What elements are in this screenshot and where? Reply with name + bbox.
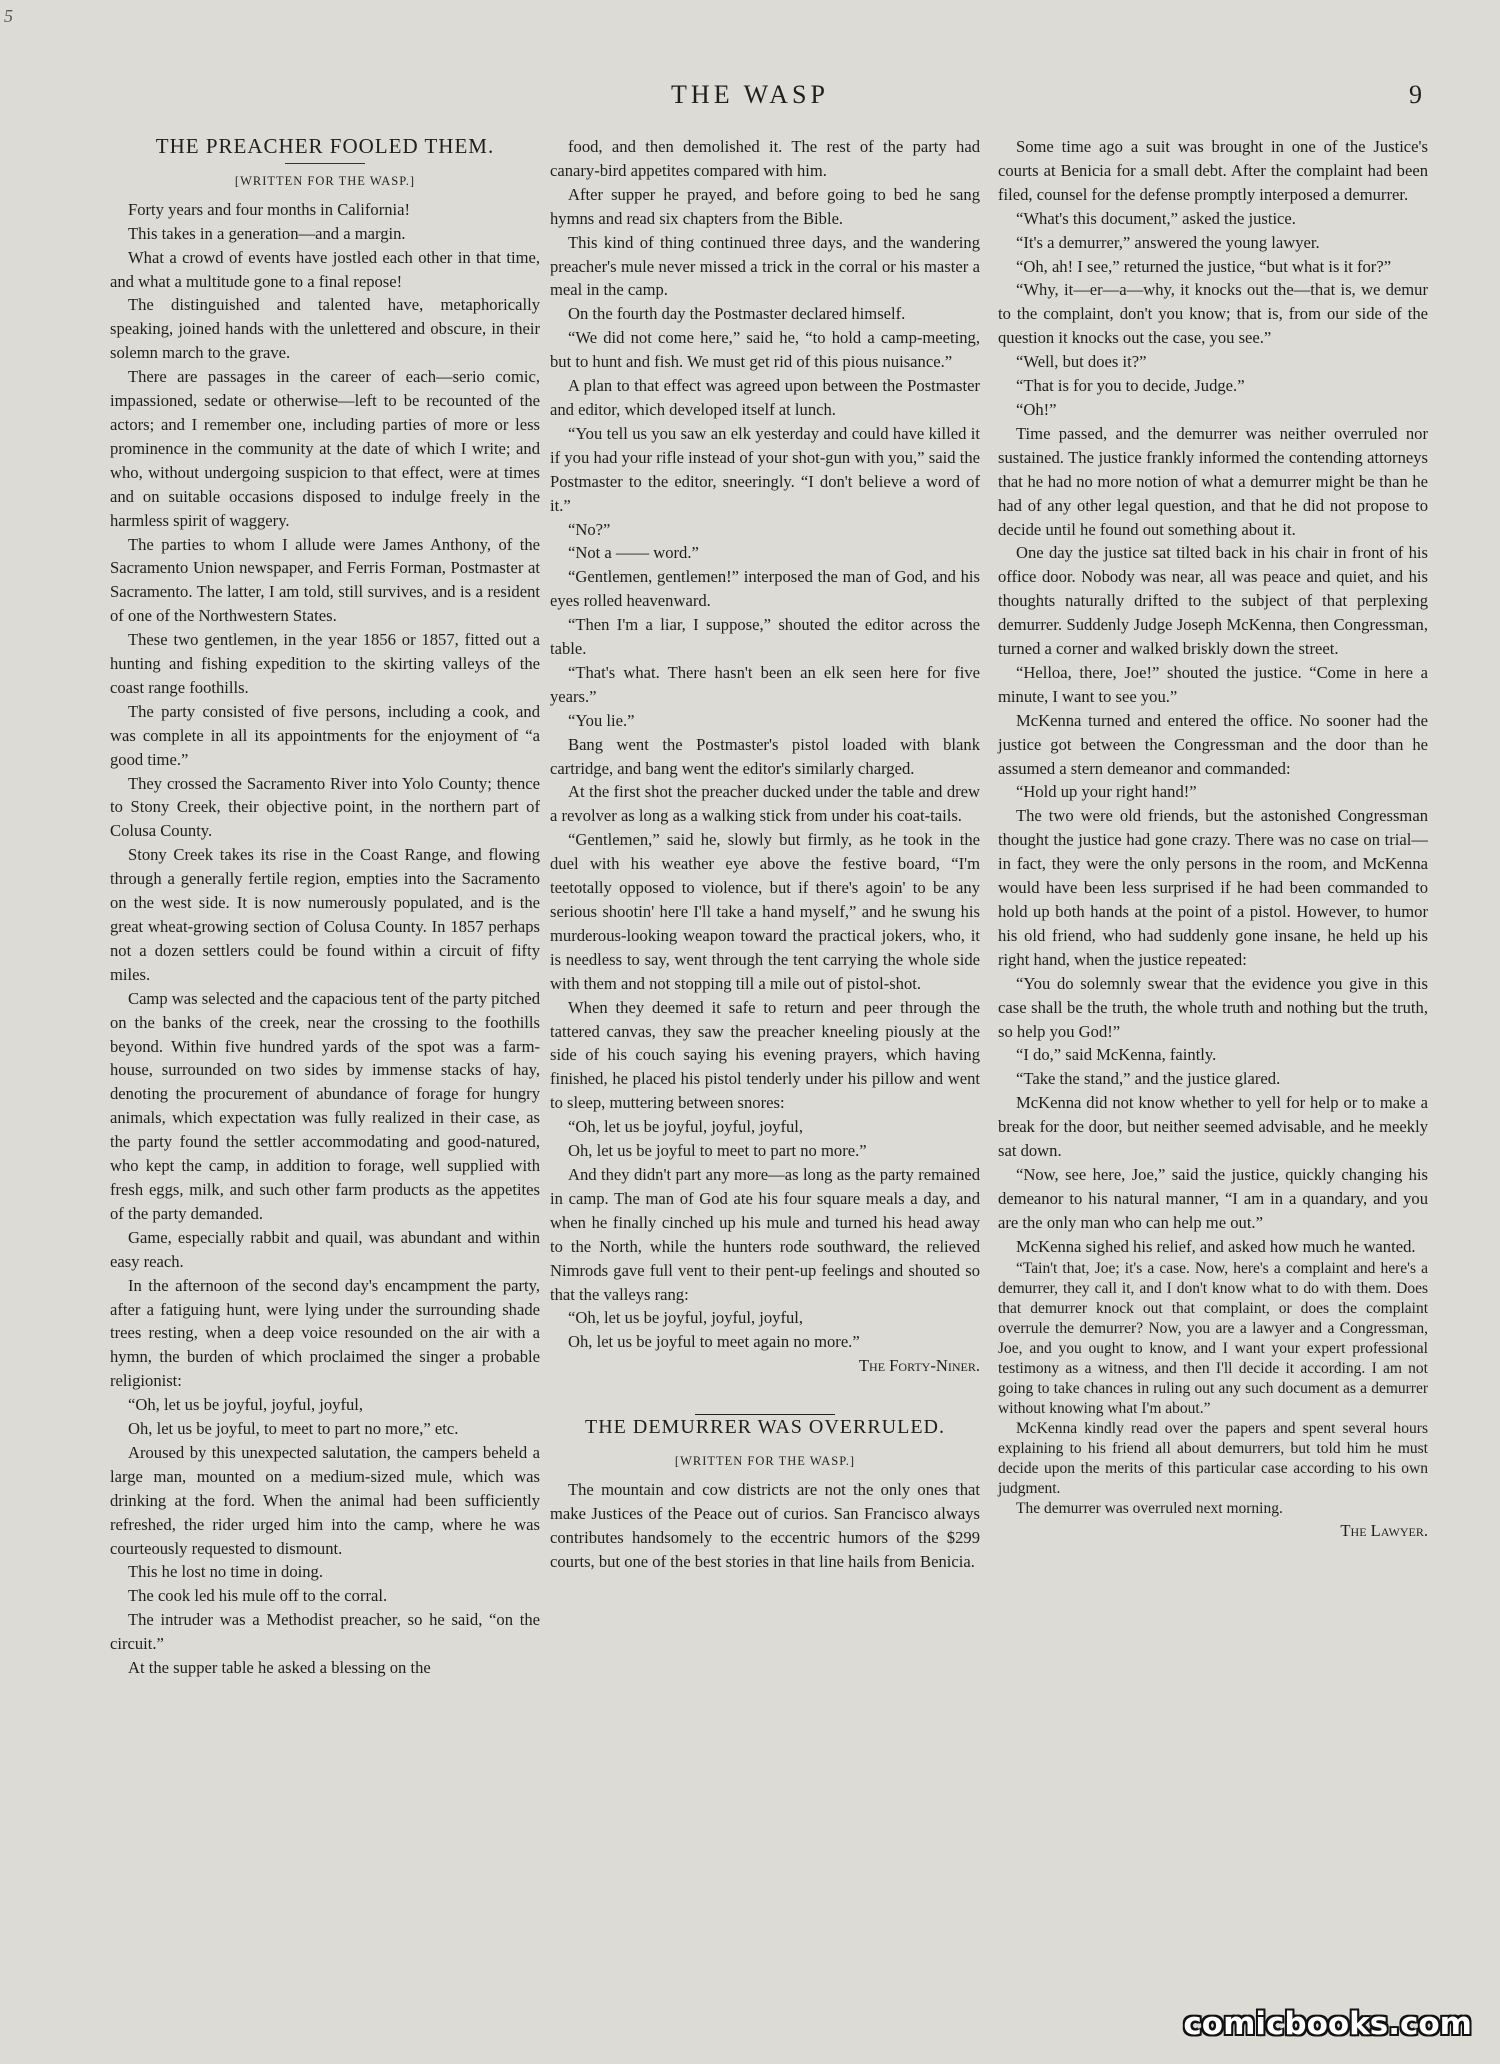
- paragraph: “Helloa, there, Joe!” shouted the justice. “Come in here a minute, I want to see you.”: [998, 662, 1428, 706]
- paragraph: “Take the stand,” and the justice glared.: [1016, 1069, 1281, 1089]
- paragraph: “What's this document,” asked the justice.: [1016, 208, 1296, 228]
- story1-body-continued: [550, 135, 980, 1354]
- headline-rule: [285, 163, 365, 164]
- paragraph: “Then I'm a liar, I suppose,” shouted the editor across the table.: [550, 615, 980, 659]
- paragraph: At the supper table he asked a blessing on the: [128, 1658, 431, 1678]
- paragraph: Forty years and four months in California!: [128, 199, 411, 219]
- column-3: [998, 135, 1428, 1543]
- paragraph: “Oh, let us be joyful, joyful, joyful,: [568, 1308, 804, 1328]
- paragraph: The mountain and cow districts are not the only ones that make Justices of the Peace out of curios. San Francisco always contributes handsomely to the eccentric humors of the $299 courts, but one of the best stories in that line hails from Benicia.: [550, 1479, 980, 1571]
- paragraph: “That is for you to decide, Judge.”: [1016, 376, 1245, 396]
- story1-headline: THE PREACHER FOOLED THEM.: [155, 134, 495, 158]
- paragraph: “That's what. There hasn't been an elk seen here for five years.”: [550, 662, 980, 706]
- story2-byline: [WRITTEN FOR THE WASP.]: [674, 1454, 856, 1469]
- paragraph: This he lost no time in doing.: [128, 1562, 323, 1582]
- paragraph: The party consisted of five persons, including a cook, and was complete in all its appointments for the enjoyment of “a good time.”: [110, 701, 540, 769]
- paragraph: Oh, let us be joyful to meet to part no more.”: [568, 1141, 867, 1161]
- paragraph: Some time ago a suit was brought in one of the Justice's courts at Benicia for a small debt. After the complaint had been filed, counsel for the defense promptly interposed a demurrer.: [998, 137, 1428, 204]
- paragraph: This kind of thing continued three days, and the wandering preacher's mule never missed a trick in the corral or his master a meal in the camp.: [550, 232, 980, 300]
- paragraph: And they didn't part any more—as long as the party remained in camp. The man of God ate his four square meals a day, and when he finally cinched up his mule and turned his head away to the North, while the hunters rode southward, the relieved Nimrods gave full vent to their pent-up feelings and shouted so that the valleys rang:: [550, 1164, 980, 1304]
- paragraph: “Gentlemen,” said he, slowly but firmly, as he took in the duel with his weather eye above the festive board, “I'm teetotally opposed to violence, but if there's agoin' to be any serious shootin' here I'll take a hand myself,” and he swung his murderous-looking weapon toward the practical jokers, who, it is needless to say, went through the tent carrying the whole side with them and not stopping till a mile out of pistol-shot.: [550, 830, 980, 993]
- paragraph: The distinguished and talented have, metaphorically speaking, joined hands with the unlettered and obscure, in their solemn march to the grave.: [110, 295, 540, 363]
- paragraph: “Well, but does it?”: [1016, 352, 1147, 372]
- paragraph: This takes in a generation—and a margin.: [128, 223, 406, 243]
- paragraph: “We did not come here,” said he, “to hold a camp-meeting, but to hunt and fish. We must get rid of this pious nuisance.”: [550, 328, 980, 372]
- story1-body: [110, 198, 540, 1680]
- paragraph: McKenna sighed his relief, and asked how much he wanted.: [1016, 1236, 1416, 1256]
- paragraph: “You do solemnly swear that the evidence you give in this case shall be the truth, the whole truth and nothing but the truth, so help you God!”: [998, 973, 1428, 1041]
- paragraph: They crossed the Sacramento River into Yolo County; thence to Stony Creek, their objective point, in the northern part of Colusa County.: [110, 773, 540, 841]
- paragraph: food, and then demolished it. The rest of the party had canary-bird appetites compared with him.: [550, 137, 980, 180]
- paragraph: At the first shot the preacher ducked under the table and drew a revolver as long as a walking stick from under his coat-tails.: [550, 782, 980, 826]
- story2-body-continued: [998, 135, 1428, 1519]
- story2-headline: THE DEMURRER WAS OVERRULED.: [585, 1416, 945, 1439]
- paragraph: “You lie.”: [568, 710, 635, 730]
- paragraph: The parties to whom I allude were James Anthony, of the Sacramento Union newspaper, and Ferris Forman, Postmaster at Sacramento. The latter, I am told, still survives, and is a resident of one of the Northwestern States.: [110, 534, 540, 626]
- paragraph: These two gentlemen, in the year 1856 or 1857, fitted out a hunting and fishing expedition to the skirting valleys of the coast range foothills.: [110, 630, 540, 697]
- paragraph: “Oh, let us be joyful, joyful, joyful,: [568, 1117, 804, 1137]
- paragraph: After supper he prayed, and before going to bed he sang hymns and read six chapters from the Bible.: [550, 184, 980, 228]
- paragraph: “Now, see here, Joe,” said the justice, quickly changing his demeanor to his natural manner, “I am in a quandary, and you are the only man who can help me out.”: [998, 1164, 1428, 1232]
- paragraph: The two were old friends, but the astonished Congressman thought the justice had gone crazy. There was no case on trial—in fact, they were the only persons in the room, and McKenna would have been less surprised if he had been commanded to hold up both hands at the point of a pistol. However, to humor his old friend, who had suddenly gone insane, he held up his right hand, when the justice repeated:: [998, 806, 1428, 969]
- paragraph: What a crowd of events have jostled each other in that time, and what a multitude gone to a final repose!: [110, 247, 540, 291]
- paragraph: Camp was selected and the capacious tent of the party pitched on the banks of the creek, near the crossing to the foothills beyond. Within five hundred yards of the spot was a farm-house, surrounded on two sides by immense stacks of hay, denoting the procurement of abundance of forage for hungry animals, which expectation was fully realized in their case, as the party found the settler accommodating and good-natured, who kept the camp, in addition to forage, well supplied with fresh eggs, milk, and such other farm products as the appetites of the party demanded.: [110, 988, 540, 1223]
- masthead: [0, 80, 1500, 120]
- paragraph: The demurrer was overruled next morning.: [1016, 1499, 1283, 1517]
- story2-signature: The Lawyer.: [1340, 1520, 1428, 1540]
- story1-byline: [WRITTEN FOR THE WASP.]: [234, 173, 416, 188]
- paragraph: “You tell us you saw an elk yesterday and could have killed it if you had your rifle instead of your shot-gun with you,” said the Postmaster to the editor, sneeringly. “I don't believe a word of it.”: [550, 423, 980, 515]
- paragraph: One day the justice sat tilted back in his chair in front of his office door. Nobody was near, all was peace and quiet, and his thoughts naturally drifted to the subject of that perplexing demurrer. Suddenly Judge Joseph McKenna, then Congressman, turned a corner and walked briskly down the street.: [998, 543, 1428, 659]
- paragraph: McKenna turned and entered the office. No sooner had the justice got between the Congressman and the door than he assumed a stern demeanor and commanded:: [998, 710, 1428, 778]
- paragraph: Time passed, and the demurrer was neither overruled nor sustained. The justice frankly informed the contending attorneys that he had no more notion of what a demurrer might be than he had of any other legal question, and that he did not propose to decide until he found out something about it.: [998, 423, 1428, 539]
- paragraph: “Why, it—er—a—why, it knocks out the—that is, we demur to the complaint, don't you know; that is, from our side of the question it knocks out the case, you see.”: [998, 280, 1428, 348]
- paragraph: Bang went the Postmaster's pistol loaded with blank cartridge, and bang went the editor's similarly charged.: [550, 734, 980, 778]
- paragraph: “I do,” said McKenna, faintly.: [1016, 1045, 1217, 1065]
- paragraph: “Hold up your right hand!”: [1016, 782, 1197, 802]
- paragraph: The cook led his mule off to the corral.: [128, 1586, 388, 1606]
- site-watermark: comicbooks.com: [1183, 2006, 1472, 2042]
- paragraph: On the fourth day the Postmaster declared himself.: [568, 304, 906, 324]
- corner-mark: 5: [4, 6, 13, 26]
- paragraph: “Tain't that, Joe; it's a case. Now, here's a complaint and here's a demurrer, they call it, and I don't know what to do with them. Does that demurrer knock out that complaint, or does the complaint overrule the demurrer? Now, you are a lawyer and a Congressman, Joe, and you ought to know, and I want your expert professional testimony as a witness, and then I'll decide it according. I am not going to take chances in ruling out any such document as a demurrer without knowing what I'm about.”: [998, 1259, 1428, 1417]
- story1-signature: The Forty-Niner.: [858, 1356, 980, 1376]
- paragraph: “It's a demurrer,” answered the young lawyer.: [1016, 232, 1320, 252]
- paragraph: “Gentlemen, gentlemen!” interposed the man of God, and his eyes rolled heavenward.: [550, 567, 980, 611]
- paragraph: “Not a —— word.”: [568, 543, 699, 563]
- paragraph: In the afternoon of the second day's encampment the party, after a fatiguing hunt, were lying under the surrounding shade trees resting, when a deep voice resounded on the air with a hymn, the burden of which proclaimed the singer a probable religionist:: [110, 1275, 540, 1391]
- column-2: [550, 135, 980, 1574]
- paragraph: McKenna did not know whether to yell for help or to make a break for the door, but neither seemed advisable, and he meekly sat down.: [998, 1093, 1428, 1161]
- paragraph: The intruder was a Methodist preacher, so he said, “on the circuit.”: [110, 1610, 540, 1654]
- paragraph: Aroused by this unexpected salutation, the campers beheld a large man, mounted on a medium-sized mule, which was drinking at the ford. When the animal had been sufficiently refreshed, the rider urged him into the camp, where he was courteously requested to dismount.: [110, 1442, 540, 1558]
- paragraph: “Oh, ah! I see,” returned the justice, “but what is it for?”: [1016, 256, 1392, 276]
- page-title: THE WASP: [671, 80, 829, 109]
- paragraph: Oh, let us be joyful, to meet to part no more,” etc.: [128, 1419, 459, 1439]
- column-1: [110, 135, 540, 1680]
- paragraph: “No?”: [568, 519, 611, 539]
- section-divider: [550, 1396, 980, 1402]
- paragraph: McKenna kindly read over the papers and spent several hours explaining to his friend all about demurrers, but told him he must decide upon the merits of this particular case according to his own judgment.: [998, 1419, 1428, 1497]
- paragraph: Game, especially rabbit and quail, was abundant and within easy reach.: [110, 1227, 540, 1271]
- paragraph: There are passages in the career of each—serio comic, impassioned, sedate or otherwise—left to be recounted of the actors; and I remember one, including parties of more or less prominence in the community at the date of which I write; and who, without undergoing suspicion to that effect, were at times and on suitable occasions disposed to indulge freely in the harmless spirit of waggery.: [110, 367, 540, 530]
- paragraph: A plan to that effect was agreed upon between the Postmaster and editor, which developed itself at lunch.: [550, 376, 980, 419]
- paragraph: “Oh, let us be joyful, joyful, joyful,: [128, 1395, 364, 1415]
- paragraph: When they deemed it safe to return and peer through the tattered canvas, they saw the preacher kneeling piously at the side of his couch saying his evening prayers, which having finished, he placed his pistol tenderly under his pillow and went to sleep, muttering between snores:: [550, 997, 980, 1113]
- story2-body: [550, 1478, 980, 1574]
- page-number: 9: [1409, 80, 1422, 109]
- paragraph: Oh, let us be joyful to meet again no more.”: [568, 1332, 860, 1352]
- paragraph: Stony Creek takes its rise in the Coast Range, and flowing through a generally fertile region, empties into the Sacramento on the west side. It is now numerously populated, and is the great wheat-growing section of Colusa County. In 1857 perhaps not a dozen settlers could be found within a circuit of fifty miles.: [110, 845, 540, 984]
- paragraph: “Oh!”: [1016, 399, 1057, 419]
